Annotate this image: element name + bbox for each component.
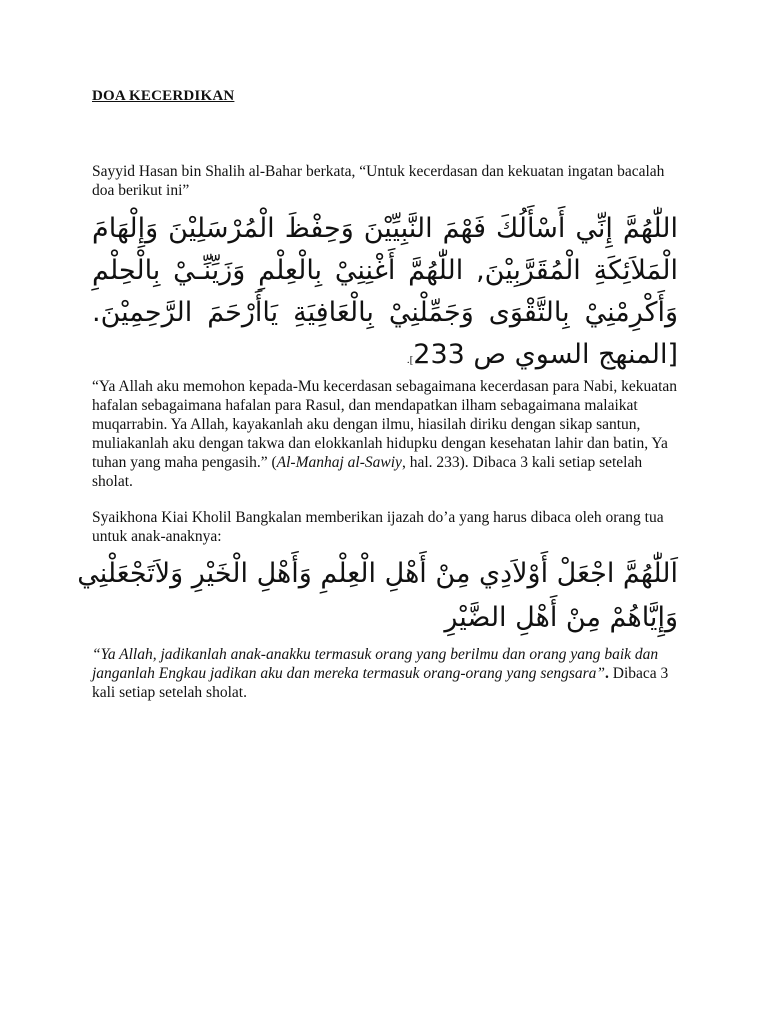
- arabic-prayer-2: [77, 552, 678, 640]
- translation-paragraph-2: [92, 645, 682, 702]
- arabic-prayer-1-line-1: اللّٰهُمَّ إِنِّي أَسْأَلُكَ فَهْمَ النَّبِيِّيْنَ وَحِفْظَ الْمُرْسَلِيْنَ وَإِلْهَامَ: [92, 213, 678, 244]
- translation-1-after-source: , hal. 233). Dibaca 3 kali setiap setelah sholat.: [92, 454, 643, 490]
- arabic-prayer-1-reference: [92, 334, 678, 381]
- document-title: DOA KECERDIKAN: [92, 88, 235, 104]
- translation-1-text: “Ya Allah aku memohon kepada-Mu kecerdasan sebagaimana kecerdasan para Nabi, kekuatan hafalan sebagaimana hafalan para Rasul, dan mendapatkan ilham sebagaimana malaikat muqarrabin. Ya Allah, kayakanlah aku dengan ilmu, hiasilah diriku dengan sikap santun, muliakanlah aku dengan takwa dan elokkanlah hidupku dengan kesehatan lahir dan batin, Ya tuhan yang maha pengasih.” (: [92, 378, 678, 471]
- intro-paragraph: Sayyid Hasan bin Shalih al-Bahar berkata, “Untuk kecerdasan dan kekuatan ingatan bacalah doa berikut ini”: [92, 163, 665, 199]
- arabic-prayer-1-line-3: وَأَكْرِمْنِيْ بِالتَّقْوَى وَجَمِّلْنِيْ بِالْعَافِيَةِ يَاأَرْحَمَ الرَّحِمِيْنَ.: [92, 297, 678, 328]
- arabic-prayer-1: [92, 208, 678, 381]
- translation-2-after: Dibaca 3 kali setiap setelah sholat.: [92, 665, 669, 701]
- arabic-prayer-1-line-2: الْمَلاَئِكَةِ الْمُقَرَّبِيْنَ, اللّٰهُمَّ أَغْنِنِيْ بِالْعِلْمِ وَزَيِّنِّـيْ بِالْحِلْمِ: [92, 255, 678, 286]
- translation-2-italic: “Ya Allah, jadikanlah anak-anakku termasuk orang yang berilmu dan orang yang baik dan janganlah Engkau jadikan aku dan mereka termasuk orang-orang yang sengsara”: [92, 646, 659, 682]
- arabic-reference-suffix: ].: [406, 354, 414, 366]
- intro-paragraph-2: Syaikhona Kiai Kholil Bangkalan memberikan ijazah do’a yang harus dibaca oleh orang tua untuk anak-anaknya:: [92, 509, 664, 545]
- translation-1-source: Al-Manhaj al-Sawiy: [276, 454, 402, 471]
- translation-2-period: .: [605, 665, 609, 682]
- arabic-reference-text: [المنهج السوي ص 233: [413, 339, 678, 370]
- arabic-prayer-2-line-2: وَإِيَّاهُمْ مِنْ أَهْلِ الضَّيْرِ: [444, 602, 678, 633]
- translation-paragraph-1: [92, 377, 682, 491]
- arabic-prayer-2-line-1: اَللّٰهُمَّ اجْعَلْ أَوْلاَدِي مِنْ أَهْلِ الْعِلْمِ وَأَهْلِ الْخَيْرِ وَلاَتَجْعَلْنِي: [77, 558, 678, 589]
